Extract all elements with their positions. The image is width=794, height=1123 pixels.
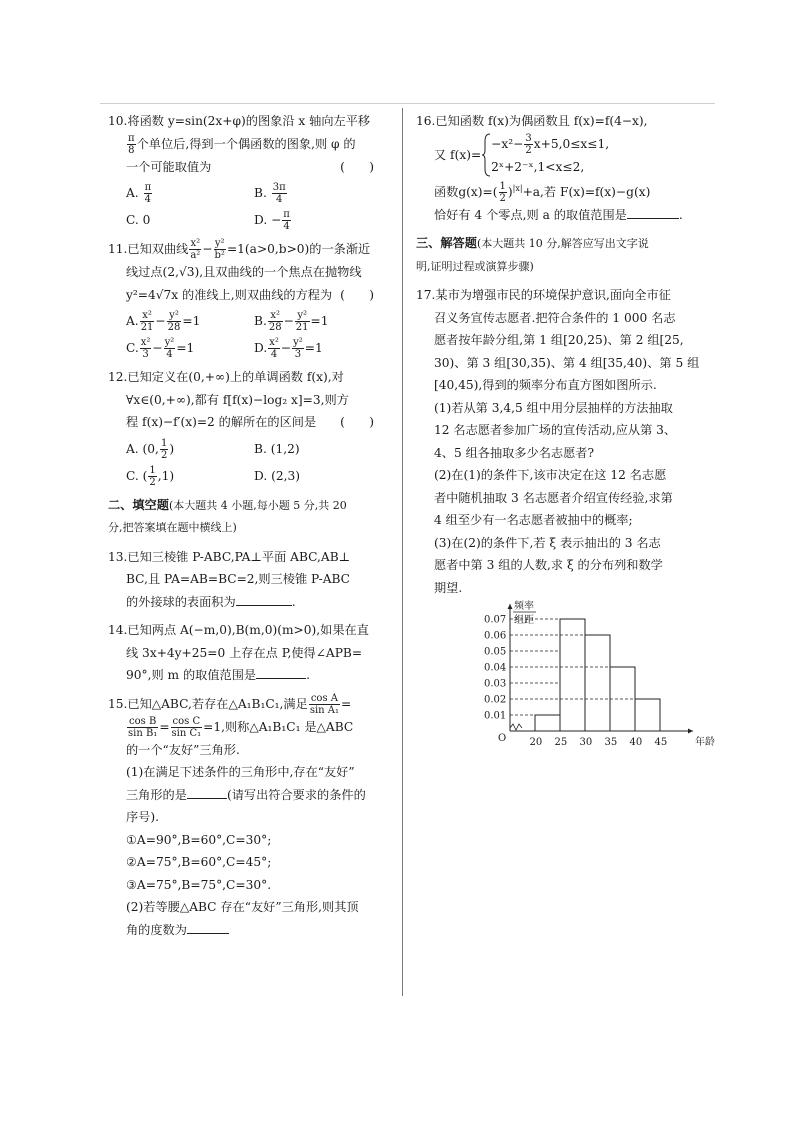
y-label-top: 频率 xyxy=(514,601,534,612)
q12-line1: 12.已知定义在(0,+∞)上的单调函数 f(x),对 xyxy=(108,370,344,384)
q10-line1: 10.将函数 y=sin(2x+φ)的图象沿 x 轴向左平移 xyxy=(108,114,371,128)
condition-2: ②A=75°,B=60°,C=45°; xyxy=(126,855,272,869)
question-13 xyxy=(108,546,390,614)
frequency-histogram xyxy=(482,598,715,758)
answer-blank[interactable] xyxy=(256,664,306,679)
question-11 xyxy=(108,238,390,360)
histogram-bar xyxy=(635,699,660,731)
option-d[interactable]: D. $\frac{\text{x²}}{4}$ − $\frac{\text{y²}}{3}$ =1 xyxy=(254,337,323,360)
y-tick-label: 0.02 xyxy=(484,694,507,706)
axis-break-mark xyxy=(510,724,522,730)
frac-num: π xyxy=(128,132,135,144)
q12-line2: ∀x∈(0,+∞),都有 f[f(x)−log₂ x]=3,则方 xyxy=(126,392,349,407)
q15-part1: (1)在满足下述条件的三角形中,存在“友好” xyxy=(126,765,355,779)
q11-options xyxy=(108,310,390,360)
y-tick-label: 0.03 xyxy=(484,678,507,690)
answer-paren: ( ) xyxy=(340,159,374,174)
q17-part3-line2: 愿者中第 3 组的人数,求 ξ 的分布列和数学 xyxy=(434,558,663,573)
section-desc: (本大题共 10 分,解答应写出文字说 xyxy=(476,237,649,251)
piecewise-cases: −x²− $\frac{3}{2}$ x+5,0≤x≤1, 2ˣ+2⁻ˣ,1<x≤2, xyxy=(491,132,610,174)
q17-line3: 愿者按年龄分组,第 1 组[20,25)、第 2 组[25, xyxy=(434,333,684,348)
y-tick-label: 0.07 xyxy=(484,614,507,626)
q16-line2: 又 f(x)= −x²− $\frac{3}{2}$ x+5,0≤x≤1, 2ˣ+2⁻ˣ,1<x≤2, xyxy=(416,133,706,178)
brace-icon xyxy=(481,133,491,177)
q11-line1: 11.已知双曲线 $\frac{\text{x²}}{\text{a²}}$ − $\frac{\text{y²}}{\text{b²}}$ =1(a>0,b>0)的一条渐近 xyxy=(108,238,371,261)
question-10 xyxy=(108,110,390,232)
option-b[interactable]: B. $\frac{3\pi}{4}$ xyxy=(254,182,286,205)
condition-3: ③A=75°,B=75°,C=30°. xyxy=(126,877,272,892)
y-tick-label: 0.01 xyxy=(484,710,507,722)
answer-blank[interactable] xyxy=(627,204,679,219)
q10-line3 xyxy=(108,156,390,179)
top-rule xyxy=(100,103,715,104)
section-title: 三、解答题 xyxy=(416,236,477,251)
q10-line2 xyxy=(108,133,390,156)
section-desc-cont: 分,把答案填在题中横线上) xyxy=(108,521,237,534)
q15-part2-line2: 角的度数为 xyxy=(108,919,390,942)
q17-part1-line2: 12 名志愿者参加广场的宣传活动,应从第 3、 xyxy=(434,423,677,438)
option-a[interactable]: A. (0, $\frac{1}{2}$ ) xyxy=(126,437,175,461)
question-12 xyxy=(108,366,390,488)
q17-line2: 召义务宣传志愿者.把符合条件的 1 000 名志 xyxy=(434,310,676,325)
section-desc: (本大题共 4 小题,每小题 5 分,共 20 xyxy=(168,498,347,512)
option-b[interactable]: B. (1,2) xyxy=(254,441,300,456)
q15-part1-line2: 三角形的是 (请写出符合要求的条件的 xyxy=(108,784,390,807)
column-divider xyxy=(402,108,403,996)
option-c[interactable]: C. 0 xyxy=(126,213,151,227)
option-a[interactable]: A. $\frac{\text{x²}}{21}$ − $\frac{\text{y²}}{28}$ =1 xyxy=(126,310,201,333)
question-17 xyxy=(416,284,706,599)
x-tick-label: 20 xyxy=(529,737,543,748)
y-axis-arrow-icon xyxy=(508,604,513,609)
question-14 xyxy=(108,619,390,687)
q11-line2: 线过点(2,√3),且双曲线的一个焦点在抛物线 xyxy=(126,265,362,279)
histogram-bar xyxy=(535,715,560,731)
question-16 xyxy=(416,110,706,226)
q14-line1: 14.已知两点 A(−m,0),B(m,0)(m>0),如果在直 xyxy=(108,623,369,637)
condition-1: ①A=90°,B=60°,C=30°; xyxy=(126,832,272,847)
section-2-header xyxy=(108,494,390,540)
option-b[interactable]: B. $\frac{\text{x²}}{28}$ − $\frac{\text{y²}}{21}$ =1 xyxy=(254,310,329,333)
q17-line5: [40,45),得到的频率分布直方图如图所示. xyxy=(434,378,657,393)
answer-blank[interactable] xyxy=(236,591,292,606)
q15-line1: 15.已知△ABC,若存在△A₁B₁C₁,满足 $\frac{\text{cos A}}{\text{sin A₁}}$ = xyxy=(108,692,352,716)
section-desc-cont: 明,证明过程或演算步骤) xyxy=(416,259,534,273)
x-tick-label: 25 xyxy=(554,737,568,748)
histogram-bar xyxy=(585,635,610,731)
histogram-bar xyxy=(560,619,585,731)
q17-part2-line2: 者中随机抽取 3 名志愿者介绍宣传经验,求第 xyxy=(434,490,673,505)
q17-part2: (2)在(1)的条件下,该市决定在这 12 名志愿 xyxy=(434,468,667,483)
q10-fraction xyxy=(127,133,136,156)
q10-line3-text: 一个可能取值为 xyxy=(126,159,212,174)
x-tick-label: 35 xyxy=(604,737,618,748)
q15-line3: 的一个“友好”三角形. xyxy=(126,742,240,757)
origin-label: O xyxy=(498,733,507,744)
q13-line2: BC,且 PA=AB=BC=2,则三棱锥 P-ABC xyxy=(126,572,351,586)
q16-line4: 恰好有 4 个零点,则 a 的取值范围是 . xyxy=(416,204,706,227)
answer-blank[interactable] xyxy=(187,919,229,934)
q17-part2-line3: 4 组至少有一名志愿者被抽中的概率; xyxy=(434,513,633,528)
q17-part3: (3)在(2)的条件下,若 ξ 表示抽出的 3 名志 xyxy=(434,535,661,550)
option-d[interactable]: D. − $\frac{\pi}{4}$ xyxy=(254,209,290,232)
q16-line1: 16.已知函数 f(x)为偶函数且 f(x)=f(4−x), xyxy=(416,114,648,128)
y-tick-label: 0.04 xyxy=(484,662,507,674)
y-tick-label: 0.05 xyxy=(484,646,507,658)
q16-line3: 函数g(x)=( $\frac{1}{2}$ )$^{|x|}$+a,若 F(x)=f(x)−g(x) xyxy=(434,180,651,204)
section-title: 二、填空题 xyxy=(108,497,169,512)
section-3-header xyxy=(416,232,706,278)
q10-options xyxy=(108,182,390,232)
x-axis-label: 年龄 xyxy=(695,737,715,748)
frac-den: 8 xyxy=(128,144,135,156)
q17-line4: 30)、第 3 组[30,35)、第 4 组[35,40)、第 5 组 xyxy=(434,355,700,370)
x-axis-arrow-icon xyxy=(688,729,693,734)
q10-line2-text: 个单位后,得到一个偶函数的图象,则 φ 的 xyxy=(136,136,356,151)
answer-blank[interactable] xyxy=(187,784,227,799)
x-tick-label: 40 xyxy=(629,737,643,748)
q15-part1-line3: 序号). xyxy=(126,810,160,824)
y-label-bottom: 组距 xyxy=(514,615,534,626)
answer-paren: ( ) xyxy=(340,287,374,302)
q13-line3: 的外接球的表面积为 . xyxy=(108,591,390,614)
q12-options xyxy=(108,438,390,488)
option-c[interactable]: C. $\frac{\text{x²}}{3}$ − $\frac{\text{y²}}{4}$ =1 xyxy=(126,337,195,360)
q15-part2: (2)若等腰△ABC 存在“友好”三角形,则其顶 xyxy=(126,900,359,914)
option-c[interactable]: C. ( $\frac{1}{2}$ ,1) xyxy=(126,464,175,488)
answer-paren: ( ) xyxy=(340,415,374,429)
x-tick-label: 30 xyxy=(579,737,593,748)
q11-line3: y²=4√7x 的准线上,则双曲线的方程为 ( ) xyxy=(108,284,390,307)
option-d[interactable]: D. (2,3) xyxy=(254,468,300,483)
question-15 xyxy=(108,693,390,942)
q17-part1: (1)若从第 3,4,5 组中用分层抽样的方法抽取 xyxy=(434,400,673,415)
q15-line2: $\frac{\text{cos B}}{\text{sin B₁}}$ = $\frac{\text{cos C}}{\text{sin C₁}}$ =1,则称△A₁B₁C₁ 是△ABC xyxy=(128,715,354,739)
q17-line1: 17.某市为增强市民的环境保护意识,面向全市征 xyxy=(416,288,671,303)
x-tick-label: 45 xyxy=(654,737,668,748)
option-a[interactable]: A. $\frac{\pi}{4}$ xyxy=(126,182,152,205)
q17-part3-line3: 期望. xyxy=(434,580,463,595)
q12-line3: 程 f(x)−f′(x)=2 的解所在的区间是 ( ) xyxy=(108,411,390,434)
q14-line2: 线 3x+4y+25=0 上存在点 P,使得∠APB= xyxy=(126,645,363,660)
q13-line1: 13.已知三棱锥 P-ABC,PA⊥平面 ABC,AB⊥ xyxy=(108,549,351,564)
left-column xyxy=(108,110,390,947)
y-tick-label: 0.06 xyxy=(484,630,507,642)
q14-line3: 90°,则 m 的取值范围是 . xyxy=(108,664,390,687)
q17-part1-line3: 4、5 组各抽取多少名志愿者? xyxy=(434,445,594,460)
right-column xyxy=(416,110,706,605)
